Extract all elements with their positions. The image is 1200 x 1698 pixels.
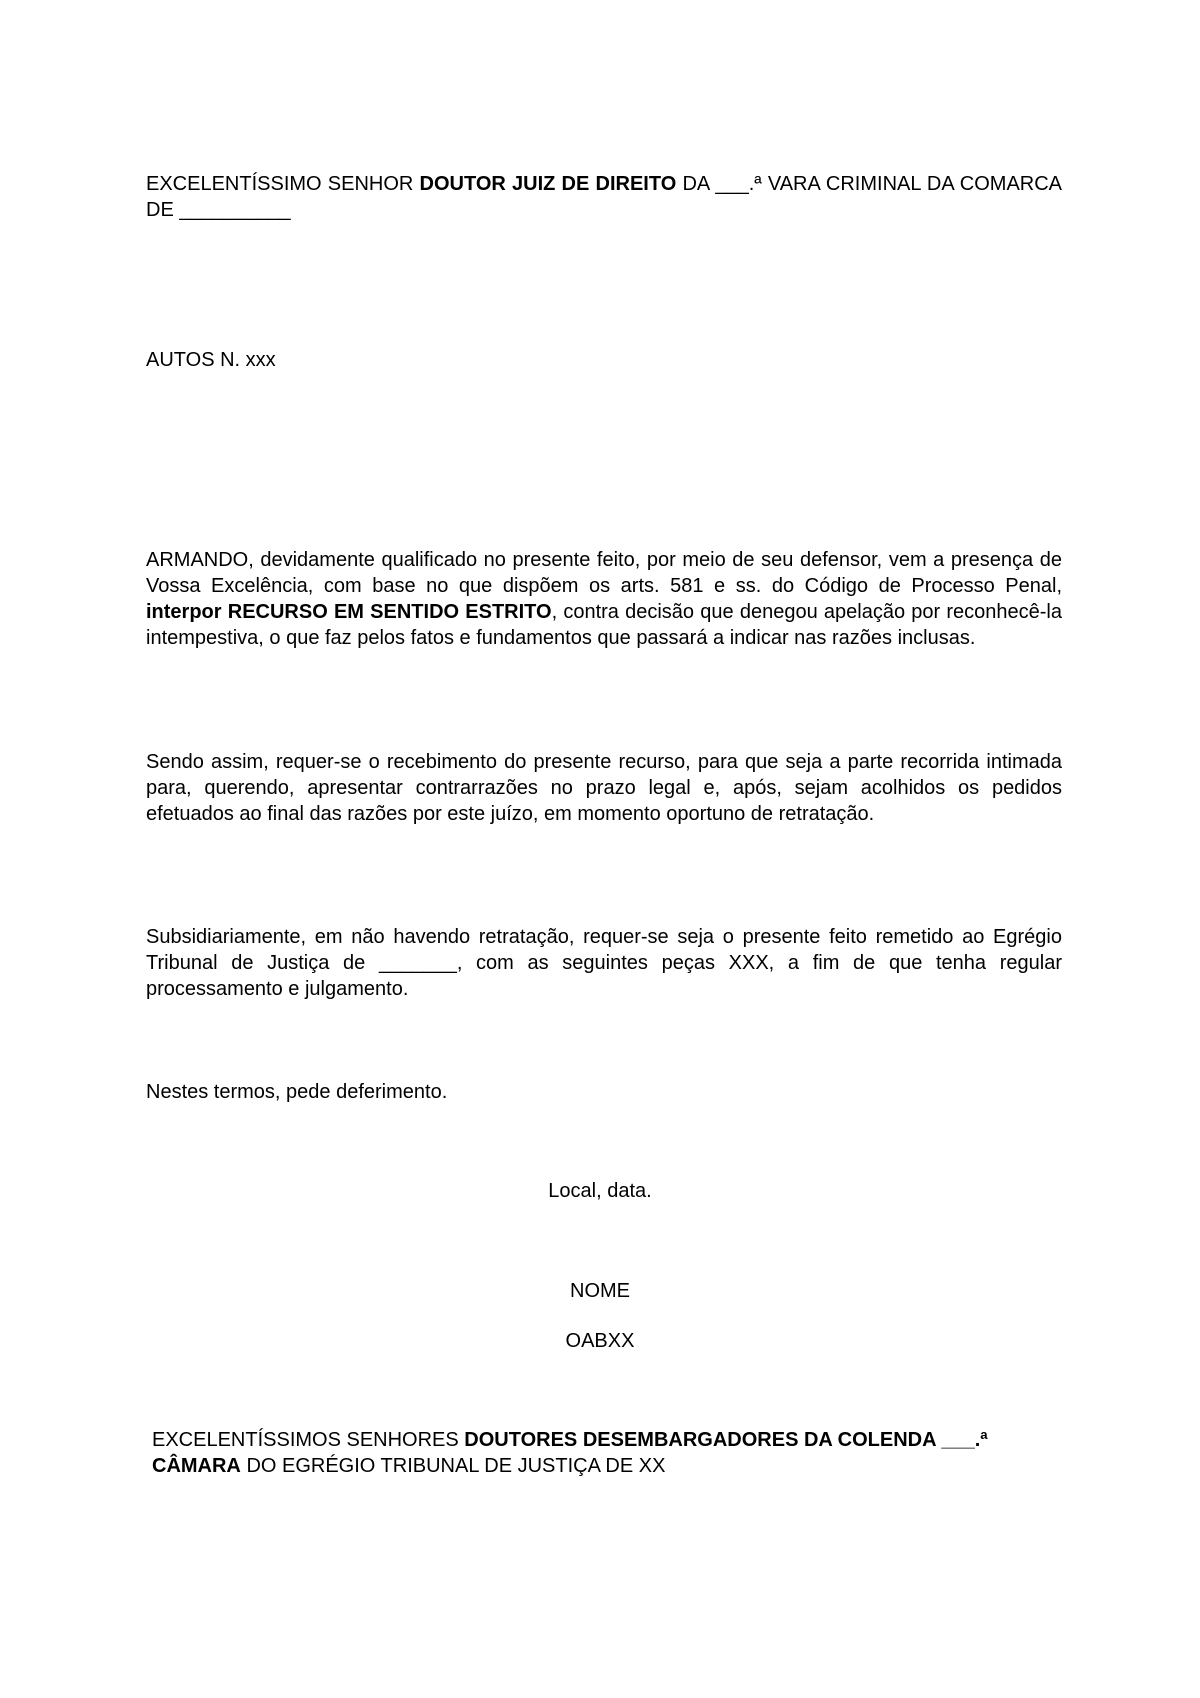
closing-statement: Nestes termos, pede deferimento. — [146, 1081, 448, 1103]
local-date: Local, data. — [548, 1180, 652, 1202]
paragraph-petition-part1: ARMANDO, devidamente qualificado no presente feito, por meio de seu defensor, vem a presença de Vossa Excelência, com base no que dispõem os arts. 581 e ss. do Código de Processo Penal, — [146, 549, 1062, 597]
paragraph-petition-part2: , contra decisão que denegou apelação por reconhecê-la intempestiva, o que faz pelos fatos e fundamentos que passará a indicar nas razões inclusas. — [146, 601, 1063, 649]
case-number: AUTOS N. xxx — [146, 349, 276, 371]
appellate-suffix: DO EGRÉGIO TRIBUNAL DE JUSTIÇA DE XX — [240, 1455, 666, 1477]
addressee-prefix: EXCELENTÍSSIMO SENHOR — [146, 173, 420, 195]
addressee-suffix: DA ___.ª VARA CRIMINAL DA COMARCA DE __________ — [146, 173, 1063, 221]
paragraph-request: Sendo assim, requer-se o recebimento do presente recurso, para que seja a parte recorrida intimada para, querendo, apresentar contrarrazões no prazo legal e, após, sejam acolhidos os pedidos efetuados ao final das razões por este juízo, em momento oportuno de retratação. — [146, 751, 1062, 825]
paragraph-petition-bold: interpor RECURSO EM SENTIDO ESTRITO — [146, 601, 552, 623]
appellate-bold: DOUTORES DESEMBARGADORES DA COLENDA ___.ª CÂMARA — [152, 1429, 988, 1477]
addressee-header — [146, 171, 1062, 223]
addressee-bold: DOUTOR JUIZ DE DIREITO — [419, 173, 677, 195]
appellate-addressee-header — [152, 1427, 1052, 1479]
signature-oab: OABXX — [565, 1330, 635, 1352]
signature-name: NOME — [570, 1280, 630, 1302]
paragraph-petition — [146, 547, 1062, 651]
appellate-prefix: EXCELENTÍSSIMOS SENHORES — [152, 1429, 465, 1451]
paragraph-subsidiary: Subsidiariamente, em não havendo retratação, requer-se seja o presente feito remetido ao Egrégio Tribunal de Justiça de _______, com as seguintes peças XXX, a fim de que tenha regular processamento e julgamento. — [146, 926, 1062, 1000]
